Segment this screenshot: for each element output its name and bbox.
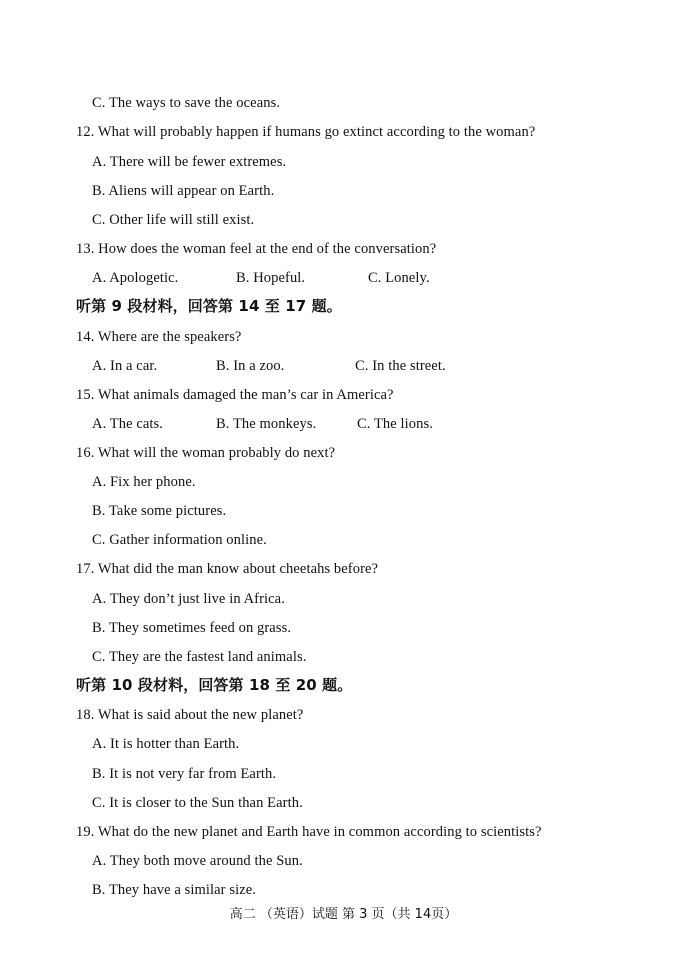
q14-option-a: A. In a car. xyxy=(92,358,158,374)
q17-option-c: C. They are the fastest land animals. xyxy=(92,649,307,665)
q13-option-c: C. Lonely. xyxy=(368,270,430,286)
q12-option-a: A. There will be fewer extremes. xyxy=(92,154,287,170)
q17-option-a: A. They don’t just live in Africa. xyxy=(92,591,285,607)
q17-option-b: B. They sometimes feed on grass. xyxy=(92,620,292,636)
q12-option-b: B. Aliens will appear on Earth. xyxy=(92,183,275,199)
q16-option-c: C. Gather information online. xyxy=(92,532,267,548)
q15-option-c: C. The lions. xyxy=(357,416,433,432)
question-15: 15. What animals damaged the man’s car in America? xyxy=(76,387,394,403)
question-18: 18. What is said about the new planet? xyxy=(76,707,304,723)
question-14: 14. Where are the speakers? xyxy=(76,329,242,345)
q18-option-c: C. It is closer to the Sun than Earth. xyxy=(92,795,303,811)
q18-option-b: B. It is not very far from Earth. xyxy=(92,766,277,782)
section-heading-10: 听第 10 段材料，回答第 18 至 20 题。 xyxy=(76,676,353,694)
question-13: 13. How does the woman feel at the end of the conversation? xyxy=(76,241,437,257)
q19-option-a: A. They both move around the Sun. xyxy=(92,853,303,869)
q15-option-a: A. The cats. xyxy=(92,416,163,432)
question-19: 19. What do the new planet and Earth have in common according to scientists? xyxy=(76,824,542,840)
q13-option-a: A. Apologetic. xyxy=(92,270,179,286)
question-17: 17. What did the man know about cheetahs before? xyxy=(76,561,379,577)
q14-option-c: C. In the street. xyxy=(355,358,446,374)
question-16: 16. What will the woman probably do next? xyxy=(76,445,336,461)
question-12: 12. What will probably happen if humans go extinct according to the woman? xyxy=(76,124,536,140)
q19-option-b: B. They have a similar size. xyxy=(92,882,256,898)
q12-option-c: C. Other life will still exist. xyxy=(92,212,255,228)
q16-option-a: A. Fix her phone. xyxy=(92,474,196,490)
q15-option-b: B. The monkeys. xyxy=(216,416,317,432)
q18-option-a: A. It is hotter than Earth. xyxy=(92,736,240,752)
q11-option-c: C. The ways to save the oceans. xyxy=(92,95,281,111)
q14-option-b: B. In a zoo. xyxy=(216,358,285,374)
page-footer: 高二 （英语）试题 第 3 页（共 14页） xyxy=(229,907,458,922)
q13-option-b: B. Hopeful. xyxy=(236,270,306,286)
section-heading-9: 听第 9 段材料，回答第 14 至 17 题。 xyxy=(76,297,342,315)
q16-option-b: B. Take some pictures. xyxy=(92,503,227,519)
